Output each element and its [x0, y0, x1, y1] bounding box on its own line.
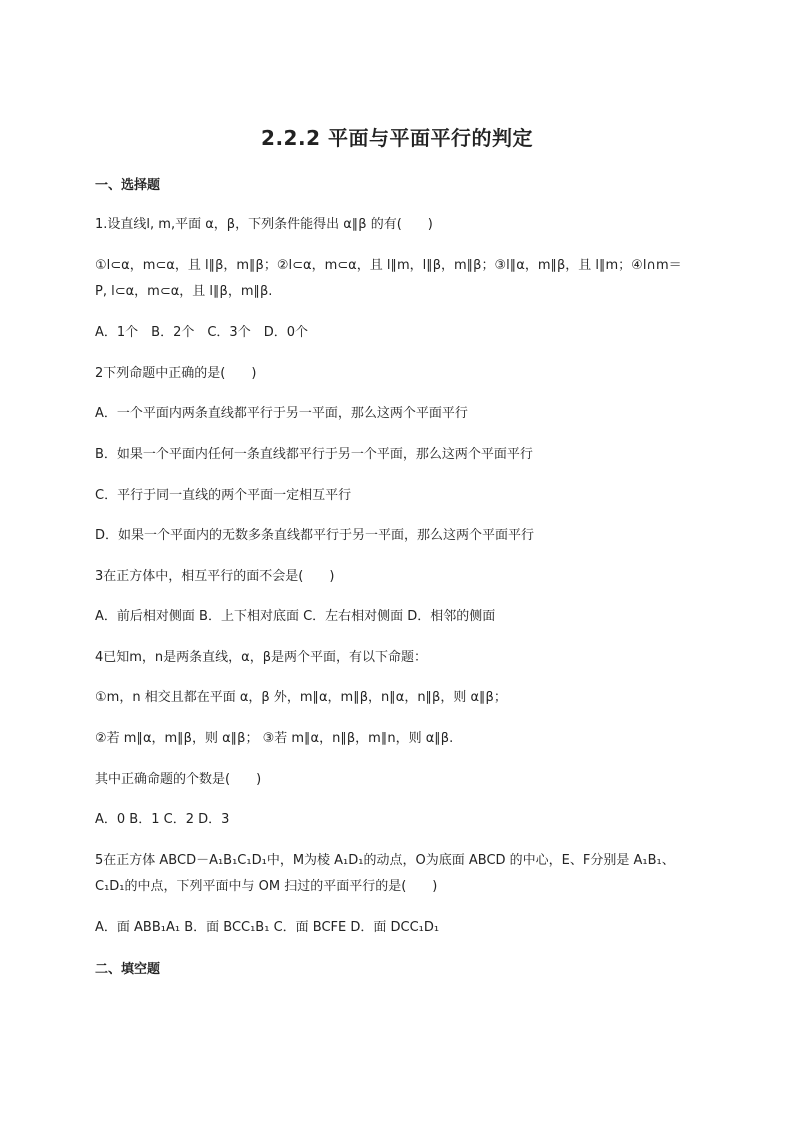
q4-proposition-2-3: ②若 m∥α，m∥β，则 α∥β； ③若 m∥α，n∥β，m∥n，则 α∥β. — [95, 731, 454, 746]
q1-options: A．1个 B．2个 C．3个 D．0个 — [95, 325, 308, 340]
q2-option-d: D．如果一个平面内的无数多条直线都平行于另一平面，那么这两个平面平行 — [95, 528, 535, 543]
q4-stem: 4已知m，n是两条直线，α，β是两个平面，有以下命题： — [95, 650, 428, 665]
q5-options: A．面 ABB₁A₁ B．面 BCC₁B₁ C．面 BCFE D．面 DCC₁D₁ — [95, 920, 440, 935]
q2-option-a: A．一个平面内两条直线都平行于另一平面，那么这两个平面平行 — [95, 406, 468, 421]
q2-option-b: B．如果一个平面内任何一条直线都平行于另一个平面，那么这两个平面平行 — [95, 447, 533, 462]
q3-options: A．前后相对侧面 B．上下相对底面 C．左右相对侧面 D．相邻的侧面 — [95, 609, 496, 624]
q2-stem: 2下列命题中正确的是( ) — [95, 366, 257, 381]
section-heading-fill: 二、填空题 — [95, 962, 161, 977]
section-heading-choice: 一、选择题 — [95, 178, 161, 193]
q1-conditions-line1: ①l⊂α，m⊂α，且 l∥β，m∥β；②l⊂α，m⊂α，且 l∥m，l∥β，m∥β；③l∥α，m∥β，且 l∥m；④l∩m＝ — [95, 258, 682, 273]
q5-stem-line1: 5在正方体 ABCD－A₁B₁C₁D₁中，M为棱 A₁D₁的动点，O为底面 ABCD 的中心，E、F分别是 A₁B₁、 — [95, 853, 675, 868]
q4-proposition-1: ①m，n 相交且都在平面 α，β 外，m∥α，m∥β，n∥α，n∥β，则 α∥β； — [95, 690, 507, 705]
q2-option-c: C．平行于同一直线的两个平面一定相互平行 — [95, 488, 352, 503]
q1-stem: 1.设直线l, m,平面 α，β，下列条件能得出 α∥β 的有( ) — [95, 217, 433, 232]
q5-stem-line2: C₁D₁的中点，下列平面中与 OM 扫过的平面平行的是( ) — [95, 879, 438, 894]
page-title: 2.2.2 平面与平面平行的判定 — [261, 126, 533, 150]
q1-conditions-line2: P, l⊂α，m⊂α，且 l∥β，m∥β. — [95, 284, 273, 299]
q4-options: A．0 B．1 C．2 D．3 — [95, 812, 230, 827]
q4-question: 其中正确命题的个数是( ) — [95, 772, 262, 787]
q3-stem: 3在正方体中，相互平行的面不会是( ) — [95, 569, 335, 584]
